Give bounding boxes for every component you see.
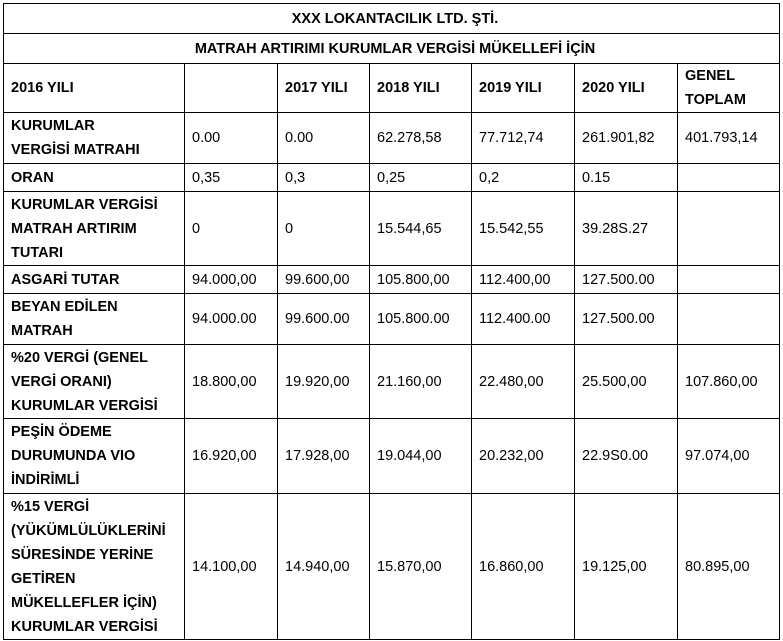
table-row: [4, 266, 780, 294]
table-subtitle: MATRAH ARTIRIMI KURUMLAR VERGİSİ MÜKELLEFİ İÇİN: [4, 34, 780, 64]
cell: 15.544,65: [370, 192, 472, 266]
table-title: XXX LOKANTACILIK LTD. ŞTİ.: [4, 4, 780, 34]
cell: 14.940,00: [278, 494, 370, 640]
cell: 17.928,00: [278, 419, 370, 494]
header-2020: 2020 YILI: [575, 64, 678, 113]
table-row: [4, 113, 780, 164]
row-label: ORAN: [4, 164, 185, 192]
cell: 0,2: [472, 164, 575, 192]
cell: 0: [278, 192, 370, 266]
cell: 0: [185, 192, 278, 266]
cell: 77.712,74: [472, 113, 575, 164]
row-label: %15 VERGİ (YÜKÜMLÜLÜKLERİNİ SÜRESİNDE YERİNE GETİREN MÜKELLEFLER İÇİN) KURUMLAR VERGİSİ: [4, 494, 185, 640]
cell: 401.793,14: [678, 113, 780, 164]
cell: 107.860,00: [678, 345, 780, 419]
cell: 0.00: [185, 113, 278, 164]
cell: 0.15: [575, 164, 678, 192]
cell: 0,35: [185, 164, 278, 192]
cell: 14.100,00: [185, 494, 278, 640]
row-label: BEYAN EDİLEN MATRAH: [4, 294, 185, 345]
cell: [678, 192, 780, 266]
cell: 0.00: [278, 113, 370, 164]
cell: 19.044,00: [370, 419, 472, 494]
cell: 80.895,00: [678, 494, 780, 640]
cell: [678, 294, 780, 345]
row-label: %20 VERGİ (GENEL VERGİ ORANI) KURUMLAR VERGİSİ: [4, 345, 185, 419]
cell: 112.400,00: [472, 266, 575, 294]
cell: 94.000.00: [185, 294, 278, 345]
table-row: [4, 494, 780, 640]
cell: 0,25: [370, 164, 472, 192]
cell: 105.800,00: [370, 266, 472, 294]
table-row: [4, 294, 780, 345]
row-label: KURUMLAR VERGİSİ MATRAH ARTIRIM TUTARI: [4, 192, 185, 266]
row-label: PEŞİN ÖDEME DURUMUNDA VIO İNDİRİMLİ: [4, 419, 185, 494]
tax-table: [3, 3, 780, 640]
table-row: [4, 192, 780, 266]
cell: 16.920,00: [185, 419, 278, 494]
header-blank: [185, 64, 278, 113]
cell: 16.860,00: [472, 494, 575, 640]
cell: 19.125,00: [575, 494, 678, 640]
cell: 94.000,00: [185, 266, 278, 294]
cell: 39.28S.27: [575, 192, 678, 266]
header-total: GENEL TOPLAM: [678, 64, 780, 113]
cell: 112.400.00: [472, 294, 575, 345]
cell: 19.920,00: [278, 345, 370, 419]
table-row: [4, 164, 780, 192]
cell: 62.278,58: [370, 113, 472, 164]
cell: 21.160,00: [370, 345, 472, 419]
cell: 99.600,00: [278, 266, 370, 294]
cell: 15.542,55: [472, 192, 575, 266]
cell: 22.9S0.00: [575, 419, 678, 494]
header-2019: 2019 YILI: [472, 64, 575, 113]
header-2018: 2018 YILI: [370, 64, 472, 113]
header-row: [4, 64, 780, 113]
cell: 0,3: [278, 164, 370, 192]
row-label: ASGARİ TUTAR: [4, 266, 185, 294]
cell: 15.870,00: [370, 494, 472, 640]
table-row: [4, 419, 780, 494]
cell: 20.232,00: [472, 419, 575, 494]
cell: 25.500,00: [575, 345, 678, 419]
cell: 261.901,82: [575, 113, 678, 164]
cell: [678, 164, 780, 192]
cell: 127.500.00: [575, 294, 678, 345]
cell: [678, 266, 780, 294]
cell: 99.600.00: [278, 294, 370, 345]
cell: 18.800,00: [185, 345, 278, 419]
cell: 105.800.00: [370, 294, 472, 345]
header-2016: 2016 YILI: [4, 64, 185, 113]
cell: 127.500.00: [575, 266, 678, 294]
header-2017: 2017 YILI: [278, 64, 370, 113]
row-label: KURUMLAR VERGİSİ MATRAHI: [4, 113, 185, 164]
cell: 22.480,00: [472, 345, 575, 419]
table-row: [4, 345, 780, 419]
cell: 97.074,00: [678, 419, 780, 494]
